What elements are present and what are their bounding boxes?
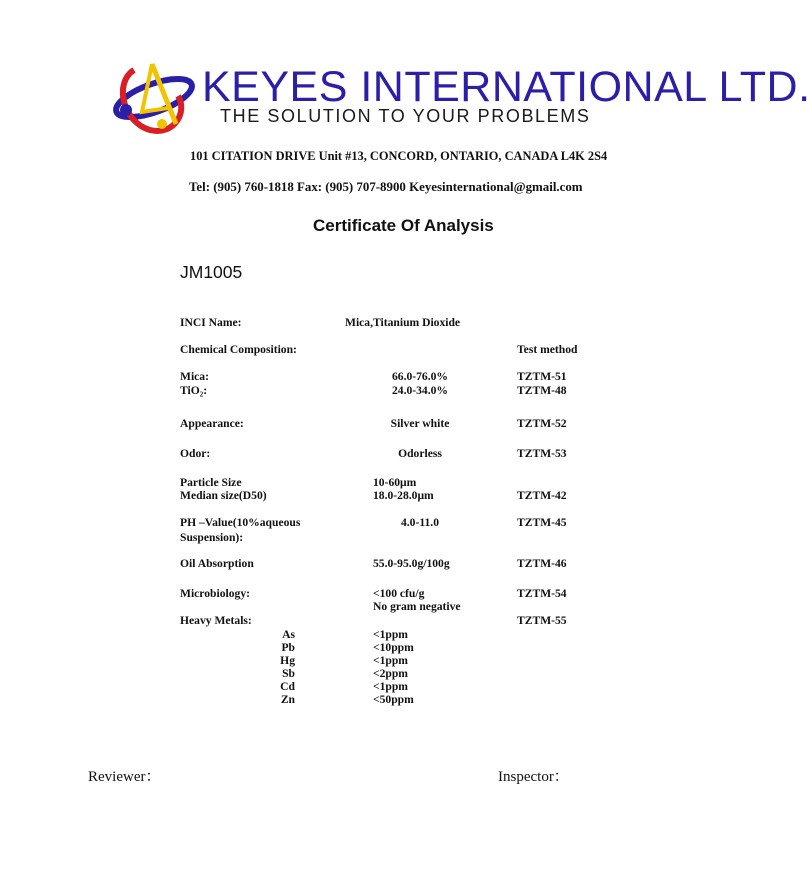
odor-label: Odor:: [180, 447, 211, 460]
metal-element: Pb: [281, 641, 295, 654]
median-size-value: 18.0-28.0μm: [373, 489, 434, 502]
metal-value: <1ppm: [373, 680, 408, 693]
atom-logo-icon: [104, 52, 204, 142]
inci-value: Mica,Titanium Dioxide: [345, 316, 461, 329]
odor-value: Odorless: [398, 447, 442, 460]
metal-value: <1ppm: [373, 628, 408, 641]
metal-element: As: [282, 628, 295, 641]
metal-value: <10ppm: [373, 641, 414, 654]
tio2-label: TiO₂:: [180, 384, 208, 397]
product-code: JM1005: [180, 262, 243, 282]
appearance-label: Appearance:: [180, 417, 244, 430]
inci-label: INCI Name:: [180, 316, 242, 329]
appearance-method: TZTM-52: [517, 417, 567, 430]
company-logo: [104, 52, 811, 142]
ph-value: 4.0-11.0: [400, 516, 439, 529]
oil-absorption-label: Oil Absorption: [180, 557, 254, 570]
mica-method: TZTM-51: [517, 370, 567, 383]
oil-absorption-value: 55.0-95.0g/100g: [373, 557, 450, 570]
odor-method: TZTM-53: [517, 447, 567, 460]
microbiology-value-2: No gram negative: [373, 600, 461, 613]
median-size-method: TZTM-42: [517, 489, 567, 502]
ph-method: TZTM-45: [517, 516, 567, 529]
composition-label: Chemical Composition:: [180, 343, 297, 356]
metal-element: Zn: [280, 693, 295, 706]
heavy-metals-method: TZTM-55: [517, 614, 567, 627]
oil-absorption-method: TZTM-46: [517, 557, 567, 570]
metal-value: <50ppm: [373, 693, 414, 706]
test-method-header: Test method: [517, 343, 578, 356]
metal-value: <1ppm: [373, 654, 408, 667]
tio2-value: 24.0-34.0%: [391, 384, 449, 397]
company-address: 101 CITATION DRIVE Unit #13, CONCORD, ONTARIO, CANADA L4K 2S4: [190, 149, 608, 163]
particle-size-value: 10-60μm: [373, 476, 417, 489]
ph-label-cont: Suspension):: [180, 531, 244, 544]
inspector-label: Inspector：: [498, 769, 569, 785]
particle-size-label: Particle Size: [180, 476, 242, 489]
microbiology-label: Microbiology:: [180, 587, 250, 600]
tio2-method: TZTM-48: [517, 384, 567, 397]
mica-value: 66.0-76.0%: [391, 370, 449, 383]
company-tagline: THE SOLUTION TO YOUR PROBLEMS: [220, 106, 591, 126]
company-contact: Tel: (905) 760-1818 Fax: (905) 707-8900 Keyesinternational@gmail.com: [189, 180, 583, 194]
appearance-value: Silver white: [390, 417, 450, 430]
reviewer-label: Reviewer：: [88, 769, 161, 785]
company-name: KEYES INTERNATIONAL LTD.: [202, 63, 811, 111]
heavy-metals-label: Heavy Metals:: [180, 614, 252, 627]
metal-element: Hg: [280, 654, 295, 667]
microbiology-value: <100 cfu/g: [373, 587, 425, 600]
mica-label: Mica:: [180, 370, 209, 383]
metal-element: Cd: [280, 680, 295, 693]
metal-element: Sb: [282, 667, 295, 680]
document-title: Certificate Of Analysis: [313, 216, 494, 235]
median-size-label: Median size(D50): [180, 489, 267, 502]
microbiology-method: TZTM-54: [517, 587, 567, 600]
metal-value: <2ppm: [373, 667, 408, 680]
ph-label: PH –Value(10%aqueous: [180, 516, 301, 529]
